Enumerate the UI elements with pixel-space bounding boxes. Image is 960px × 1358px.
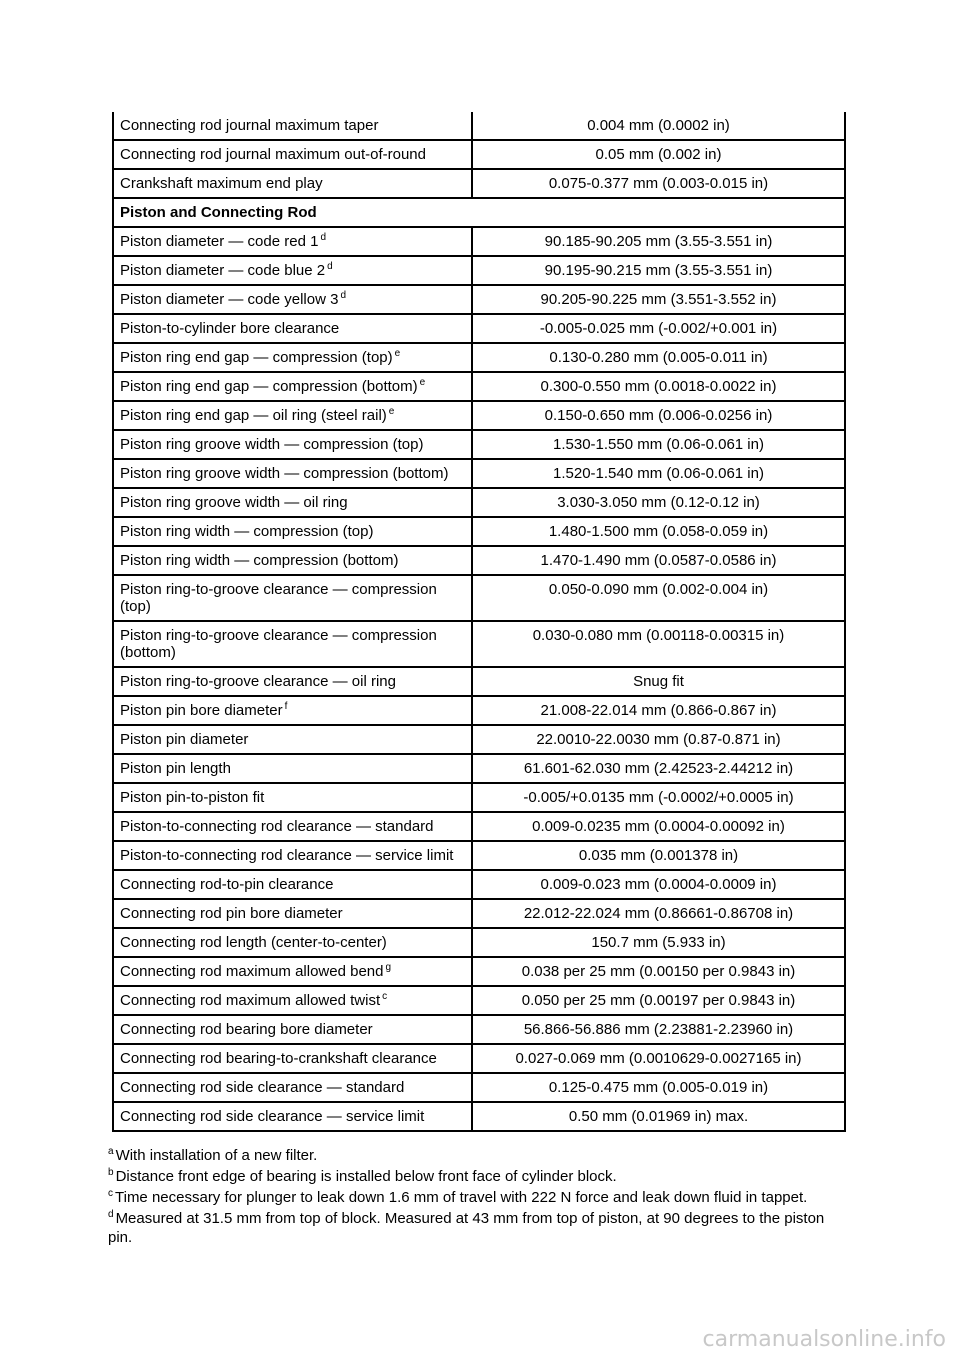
- spec-label-cell: [114, 842, 473, 869]
- spec-label: Piston-to-connecting rod clearance — standard: [120, 818, 434, 835]
- spec-label: Connecting rod journal maximum out-of-round: [120, 146, 426, 163]
- footnote-mark: c: [108, 1188, 113, 1199]
- footnote-reference: f: [284, 701, 288, 712]
- spec-label: Piston ring groove width — oil ring: [120, 494, 348, 511]
- spec-value: 56.866-56.886 mm (2.23881-2.23960 in): [523, 1021, 794, 1038]
- spec-label-cell: [114, 373, 473, 400]
- table-row: [114, 226, 844, 255]
- spec-label-cell: [114, 929, 473, 956]
- spec-label-cell: [114, 987, 473, 1014]
- spec-label: Connecting rod maximum allowed twist: [120, 992, 381, 1009]
- spec-label: Piston ring-to-groove clearance — compression (bottom): [120, 627, 437, 661]
- table-row: [114, 284, 844, 313]
- table-row: [114, 545, 844, 574]
- spec-label-cell: [114, 547, 473, 574]
- spec-label: Piston pin length: [120, 760, 231, 777]
- spec-value: 1.520-1.540 mm (0.06-0.061 in): [553, 465, 764, 482]
- spec-value: 0.009-0.0235 mm (0.0004-0.00092 in): [532, 818, 785, 835]
- footnote-text: Time necessary for plunger to leak down 1.6 mm of travel with 222 N force and leak down fluid in tappet.: [115, 1189, 808, 1206]
- spec-value: 0.004 mm (0.0002 in): [587, 117, 730, 134]
- table-row: [114, 168, 844, 197]
- section-title: Piston and Connecting Rod: [120, 204, 317, 221]
- watermark: carmanualsonline.info: [702, 1327, 946, 1352]
- spec-label-cell: [114, 112, 473, 139]
- spec-label: Connecting rod bearing-to-crankshaft clearance: [120, 1050, 437, 1067]
- spec-label-cell: [114, 900, 473, 927]
- table-row: [114, 371, 844, 400]
- table-row: [114, 112, 844, 139]
- spec-label-cell: [114, 1074, 473, 1101]
- table-row: [114, 139, 844, 168]
- footnote-reference: e: [419, 377, 426, 388]
- spec-label-cell: [114, 315, 473, 342]
- spec-label-cell: [114, 228, 473, 255]
- spec-value: 0.125-0.475 mm (0.005-0.019 in): [548, 1079, 769, 1096]
- footnote-text: With installation of a new filter.: [115, 1147, 318, 1164]
- spec-label: Connecting rod length (center-to-center): [120, 934, 387, 951]
- spec-value: -0.005/+0.0135 mm (-0.0002/+0.0005 in): [523, 789, 794, 806]
- footnote-reference: d: [327, 261, 333, 272]
- spec-label: Crankshaft maximum end play: [120, 175, 323, 192]
- spec-label-cell: [114, 460, 473, 487]
- table-row: [114, 840, 844, 869]
- footnote-item: [108, 1209, 848, 1247]
- spec-label: Piston ring end gap — compression (top): [120, 349, 393, 366]
- spec-value: 0.05 mm (0.002 in): [595, 146, 722, 163]
- specification-table: [112, 112, 846, 1132]
- table-row: [114, 927, 844, 956]
- table-row: [114, 695, 844, 724]
- spec-label: Connecting rod side clearance — service limit: [120, 1108, 425, 1125]
- footnote-reference: g: [385, 962, 392, 973]
- spec-label-cell: [114, 726, 473, 753]
- spec-value: 0.150-0.650 mm (0.006-0.0256 in): [544, 407, 773, 424]
- spec-value: 1.470-1.490 mm (0.0587-0.0586 in): [540, 552, 777, 569]
- table-row: [114, 956, 844, 985]
- table-row: [114, 1043, 844, 1072]
- spec-label-cell: [114, 1103, 473, 1130]
- spec-label-cell: [114, 813, 473, 840]
- spec-value: 90.205-90.225 mm (3.551-3.552 in): [540, 291, 777, 308]
- spec-label: Piston ring groove width — compression (bottom): [120, 465, 449, 482]
- table-row: [114, 869, 844, 898]
- spec-label: Piston diameter — code yellow 3: [120, 291, 339, 308]
- spec-label-cell: [114, 489, 473, 516]
- footnote-reference: d: [320, 232, 326, 243]
- section-header-row: [114, 197, 844, 226]
- spec-label-cell: [114, 784, 473, 811]
- footnote-item: [108, 1167, 848, 1186]
- spec-label-cell: [114, 518, 473, 545]
- table-row: [114, 487, 844, 516]
- spec-value: 0.035 mm (0.001378 in): [578, 847, 739, 864]
- spec-value: 90.185-90.205 mm (3.55-3.551 in): [544, 233, 773, 250]
- table-row: [114, 620, 844, 666]
- table-row: [114, 342, 844, 371]
- table-row: [114, 985, 844, 1014]
- spec-label: Piston pin bore diameter: [120, 702, 283, 719]
- spec-value: -0.005-0.025 mm (-0.002/+0.001 in): [539, 320, 778, 337]
- spec-value: 0.009-0.023 mm (0.0004-0.0009 in): [540, 876, 777, 893]
- spec-label: Piston ring-to-groove clearance — compression (top): [120, 581, 437, 615]
- spec-value: 90.195-90.215 mm (3.55-3.551 in): [544, 262, 773, 279]
- spec-value: 1.530-1.550 mm (0.06-0.061 in): [553, 436, 764, 453]
- footnote-mark: d: [108, 1209, 114, 1220]
- footnote-item: [108, 1146, 848, 1165]
- spec-value: 61.601-62.030 mm (2.42523-2.44212 in): [523, 760, 794, 777]
- table-row: [114, 666, 844, 695]
- spec-value: 22.012-22.024 mm (0.86661-0.86708 in): [523, 905, 794, 922]
- table-row: [114, 811, 844, 840]
- footnote-text: Measured at 31.5 mm from top of block. Measured at 43 mm from top of piston, at 90 degrees to the piston pin.: [108, 1210, 825, 1246]
- spec-label-cell: [114, 344, 473, 371]
- footnote-text: Distance front edge of bearing is installed below front face of cylinder block.: [115, 1168, 617, 1185]
- table-row: [114, 782, 844, 811]
- spec-label-cell: [114, 1016, 473, 1043]
- spec-value: 0.300-0.550 mm (0.0018-0.0022 in): [540, 378, 777, 395]
- spec-label-cell: [114, 958, 473, 985]
- footnote-item: [108, 1188, 848, 1207]
- spec-value: 0.030-0.080 mm (0.00118-0.00315 in): [532, 627, 785, 644]
- table-row: [114, 898, 844, 927]
- spec-value: 0.027-0.069 mm (0.0010629-0.0027165 in): [515, 1050, 802, 1067]
- table-row: [114, 574, 844, 620]
- footnotes: [108, 1146, 848, 1249]
- table-row: [114, 724, 844, 753]
- spec-value: 1.480-1.500 mm (0.058-0.059 in): [548, 523, 769, 540]
- spec-label: Piston pin diameter: [120, 731, 249, 748]
- footnote-mark: a: [108, 1146, 114, 1157]
- spec-label-cell: [114, 1045, 473, 1072]
- spec-label-cell: [114, 431, 473, 458]
- table-row: [114, 1072, 844, 1101]
- spec-label-cell: [114, 286, 473, 313]
- spec-label: Piston ring end gap — compression (bottom): [120, 378, 418, 395]
- table-row: [114, 313, 844, 342]
- spec-value: 22.0010-22.0030 mm (0.87-0.871 in): [536, 731, 781, 748]
- spec-label-cell: [114, 697, 473, 724]
- table-row: [114, 429, 844, 458]
- footnote-reference: e: [394, 348, 401, 359]
- spec-label: Connecting rod maximum allowed bend: [120, 963, 384, 980]
- table-row: [114, 458, 844, 487]
- spec-value: 0.050 per 25 mm (0.00197 per 0.9843 in): [521, 992, 796, 1009]
- table-row: [114, 516, 844, 545]
- footnote-reference: e: [388, 406, 395, 417]
- spec-label: Piston pin-to-piston fit: [120, 789, 265, 806]
- spec-label: Piston ring groove width — compression (top): [120, 436, 424, 453]
- spec-value: 21.008-22.014 mm (0.866-0.867 in): [540, 702, 777, 719]
- spec-label: Piston-to-connecting rod clearance — service limit: [120, 847, 454, 864]
- spec-value: 150.7 mm (5.933 in): [591, 934, 726, 951]
- spec-label: Connecting rod journal maximum taper: [120, 117, 379, 134]
- spec-label-cell: [114, 170, 473, 197]
- spec-label-cell: [114, 755, 473, 782]
- spec-label-cell: [114, 257, 473, 284]
- spec-label-cell: [114, 402, 473, 429]
- spec-label: Piston ring width — compression (bottom): [120, 552, 399, 569]
- table-row: [114, 753, 844, 782]
- spec-label-cell: [114, 622, 473, 666]
- footnote-reference: c: [382, 991, 388, 1002]
- footnote-reference: d: [340, 290, 346, 301]
- spec-label: Piston ring end gap — oil ring (steel rail): [120, 407, 387, 424]
- spec-label: Connecting rod-to-pin clearance: [120, 876, 334, 893]
- spec-label: Piston-to-cylinder bore clearance: [120, 320, 340, 337]
- spec-label: Connecting rod pin bore diameter: [120, 905, 343, 922]
- spec-value: 0.075-0.377 mm (0.003-0.015 in): [548, 175, 769, 192]
- spec-label-cell: [114, 668, 473, 695]
- table-row: [114, 255, 844, 284]
- table-row: [114, 1014, 844, 1043]
- spec-label-cell: [114, 141, 473, 168]
- spec-value: Snug fit: [633, 673, 684, 690]
- spec-label: Connecting rod side clearance — standard: [120, 1079, 405, 1096]
- spec-label: Piston diameter — code red 1: [120, 233, 319, 250]
- table-row: [114, 400, 844, 429]
- spec-value: 0.50 mm (0.01969 in) max.: [568, 1108, 749, 1125]
- spec-value: 3.030-3.050 mm (0.12-0.12 in): [557, 494, 760, 511]
- spec-label: Piston ring-to-groove clearance — oil ring: [120, 673, 396, 690]
- spec-label: Piston ring width — compression (top): [120, 523, 374, 540]
- spec-value: 0.038 per 25 mm (0.00150 per 0.9843 in): [521, 963, 796, 980]
- table-row: [114, 1101, 844, 1130]
- spec-label: Connecting rod bearing bore diameter: [120, 1021, 373, 1038]
- spec-value: 0.130-0.280 mm (0.005-0.011 in): [549, 349, 768, 366]
- spec-label: Piston diameter — code blue 2: [120, 262, 326, 279]
- footnote-mark: b: [108, 1167, 114, 1178]
- spec-label-cell: [114, 871, 473, 898]
- spec-label-cell: [114, 576, 473, 620]
- spec-value: 0.050-0.090 mm (0.002-0.004 in): [548, 581, 769, 598]
